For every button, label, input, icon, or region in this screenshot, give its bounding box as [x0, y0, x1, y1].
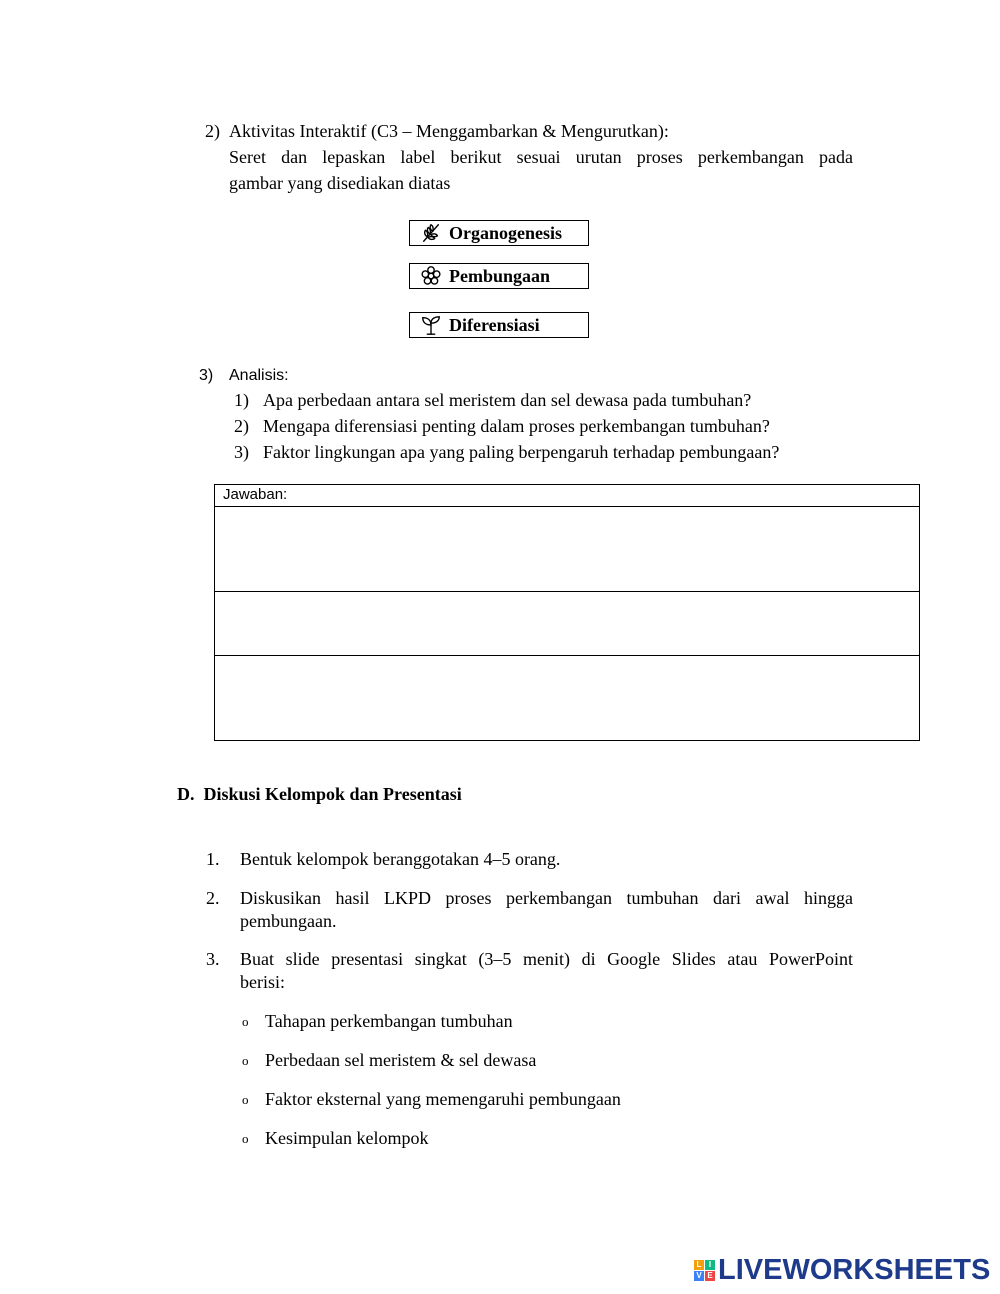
sub-list-item: Faktor eksternal yang memengaruhi pembungaan: [265, 1089, 621, 1109]
drag-label-pembungaan[interactable]: [409, 263, 589, 289]
activity-instruction-line2: gambar yang disediakan diatas: [229, 173, 451, 193]
drag-label-diferensiasi[interactable]: [409, 312, 589, 338]
question-text: Mengapa diferensiasi penting dalam proses perkembangan tumbuhan?: [263, 416, 770, 436]
answer-cell-3[interactable]: [215, 656, 920, 741]
logo-badge-letter: I: [705, 1260, 715, 1270]
answer-cell-2[interactable]: [215, 592, 920, 656]
activity-number: 2): [205, 121, 220, 141]
list-item-number: 2.: [206, 888, 220, 908]
question-text: Faktor lingkungan apa yang paling berpengaruh terhadap pembungaan?: [263, 442, 780, 462]
analysis-number: 3): [199, 367, 214, 384]
analysis-title: Analisis:: [229, 367, 289, 384]
question-number: 2): [234, 416, 249, 436]
sub-list-item: Kesimpulan kelompok: [265, 1128, 429, 1148]
liveworksheets-logo: [694, 1253, 990, 1287]
question-text: Apa perbedaan antara sel meristem dan sel dewasa pada tumbuhan?: [263, 390, 752, 410]
leaf-icon: [420, 222, 442, 244]
list-item-text: Bentuk kelompok beranggotakan 4–5 orang.: [240, 849, 561, 869]
flower-icon: [420, 265, 442, 287]
logo-badge-letter: V: [694, 1271, 704, 1281]
list-item-text: Diskusikan hasil LKPD proses perkembangan tumbuhan dari awal hingga: [240, 888, 853, 908]
question-number: 1): [234, 390, 249, 410]
drag-label-organogenesis[interactable]: [409, 220, 589, 246]
logo-badge-icon: [694, 1260, 715, 1281]
section-d-heading: D. Diskusi Kelompok dan Presentasi: [177, 784, 462, 804]
answer-cell-1[interactable]: [215, 507, 920, 592]
sub-list-item: Tahapan perkembangan tumbuhan: [265, 1011, 513, 1031]
drag-label-text: Organogenesis: [449, 222, 563, 243]
sprout-icon: [420, 314, 442, 336]
drag-label-text: Pembungaan: [449, 265, 551, 286]
sub-list-item: Perbedaan sel meristem & sel dewasa: [265, 1050, 537, 1070]
logo-badge-letter: L: [694, 1260, 704, 1270]
logo-badge-letter: E: [705, 1271, 715, 1281]
activity-instruction-line1: Seret dan lepaskan label berikut sesuai urutan proses perkembangan pada: [229, 147, 853, 167]
bullet-icon: o: [242, 1092, 249, 1107]
bullet-icon: o: [242, 1131, 249, 1146]
logo-text: LIVEWORKSHEETS: [718, 1253, 991, 1286]
activity-title: Aktivitas Interaktif (C3 – Menggambarkan & Mengurutkan):: [229, 121, 669, 141]
bullet-icon: o: [242, 1014, 249, 1029]
list-item-number: 3.: [206, 949, 220, 969]
list-item-text-continued: berisi:: [240, 972, 285, 992]
question-number: 3): [234, 442, 249, 462]
answer-header: Jawaban:: [215, 485, 920, 507]
list-item-number: 1.: [206, 849, 220, 869]
list-item-text-continued: pembungaan.: [240, 911, 337, 931]
list-item-text: Buat slide presentasi singkat (3–5 menit) di Google Slides atau PowerPoint: [240, 949, 853, 969]
bullet-icon: o: [242, 1053, 249, 1068]
answer-table: [214, 484, 920, 741]
drag-label-text: Diferensiasi: [449, 314, 540, 335]
